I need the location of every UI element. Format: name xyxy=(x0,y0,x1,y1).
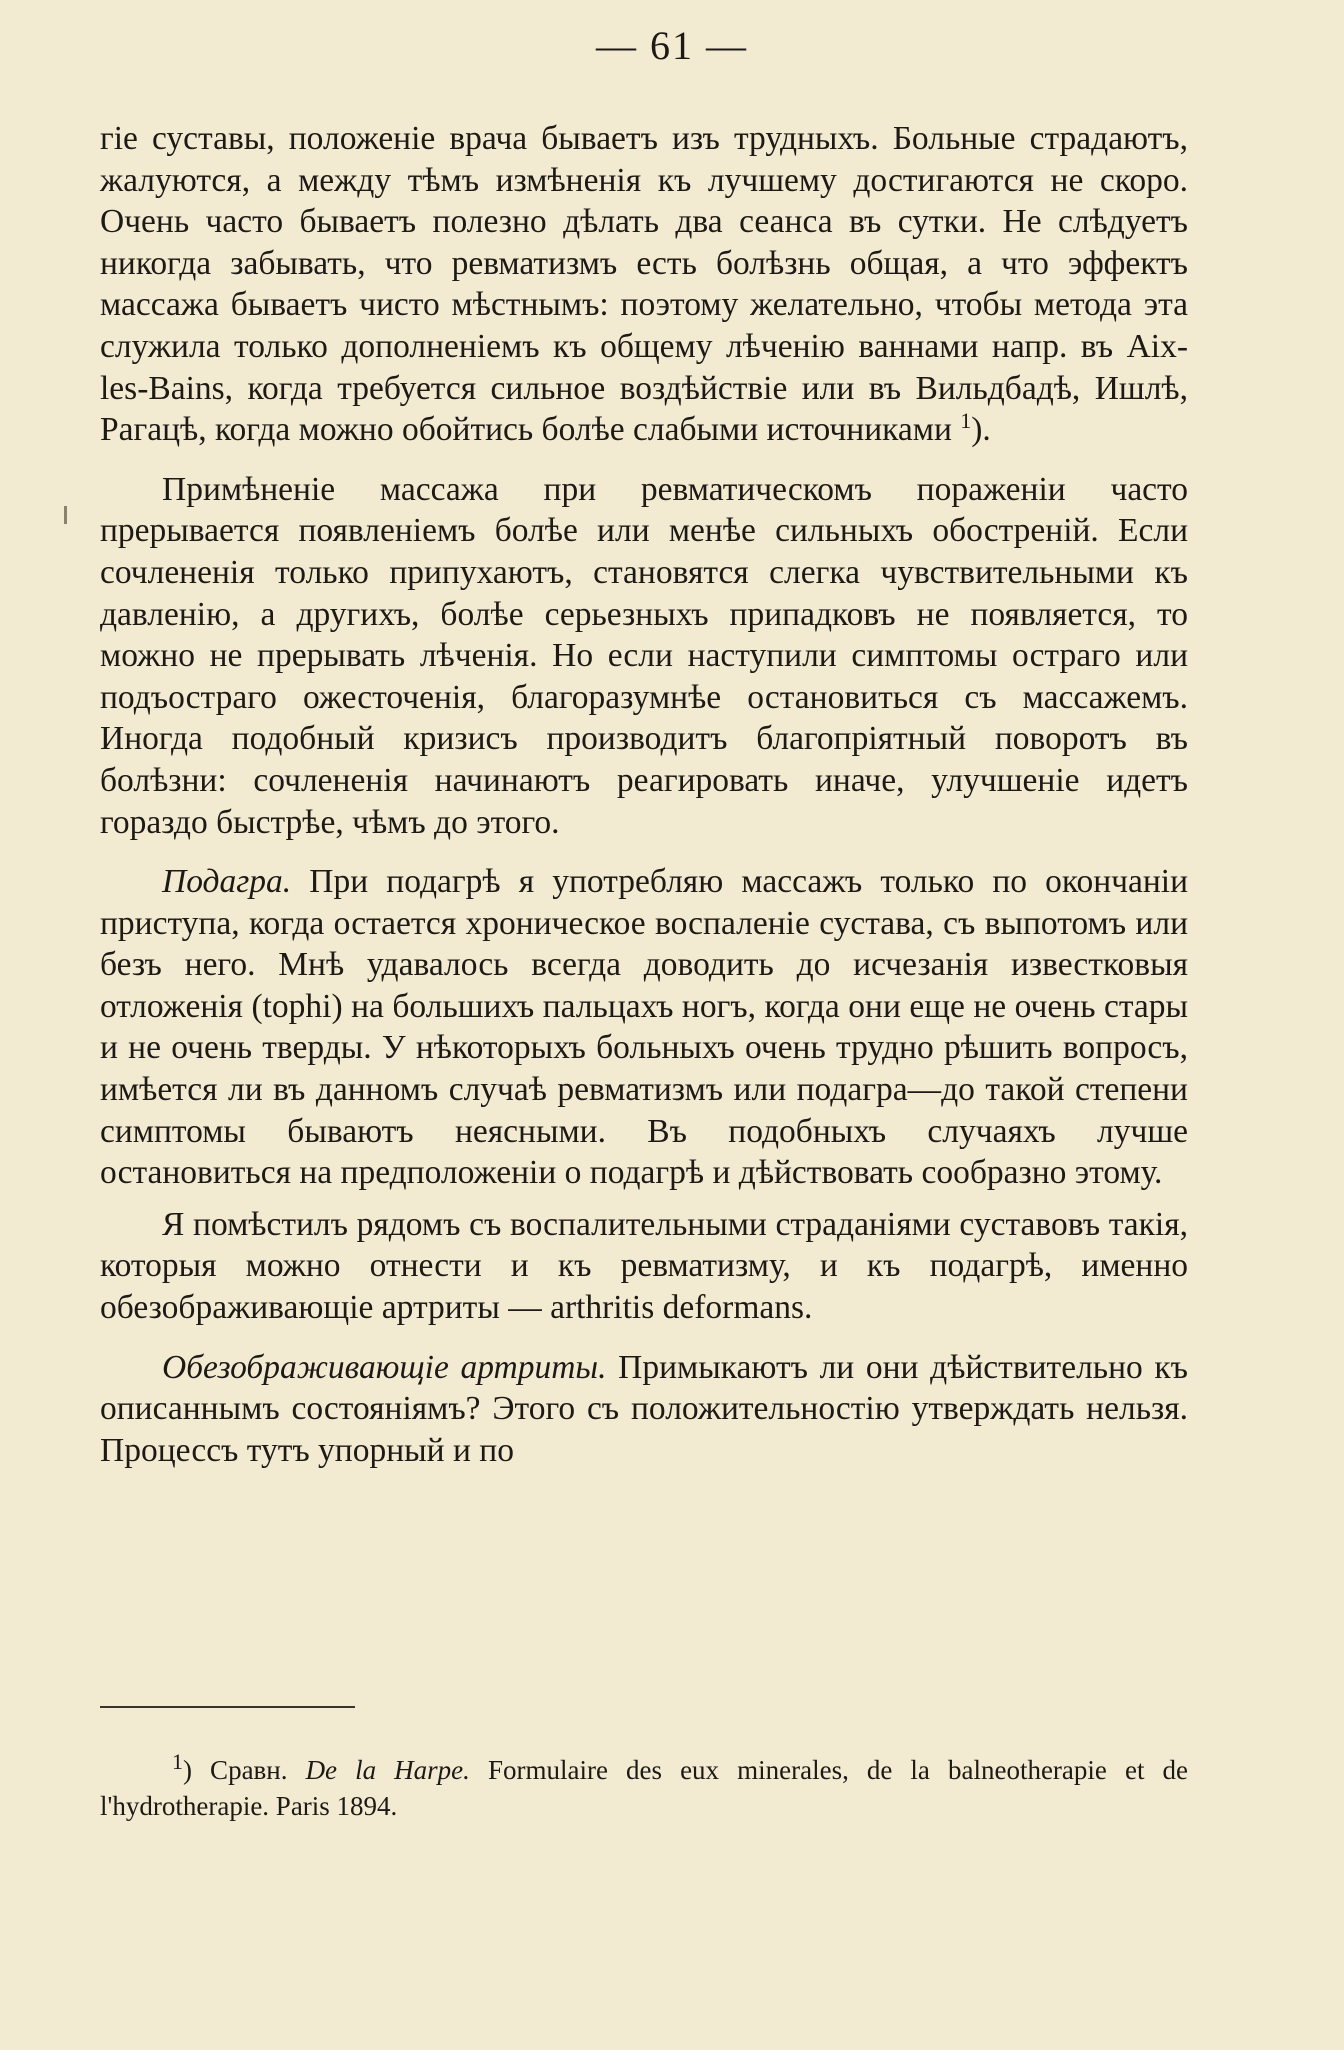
body-text xyxy=(100,118,1188,1471)
paragraph-3-text: При подагрѣ я употребляю массажъ только по окончаніи приступа, когда остается хроническое воспаленіе сустава, съ выпотомъ или безъ него. Мнѣ удавалось всегда доводить до исчезанія известковыя отложенія (tophi) на большихъ пальцахъ ногъ, когда они еще не очень стары и не очень тверды. У нѣкоторыхъ больныхъ очень трудно рѣшить вопросъ, имѣется ли въ данномъ случаѣ ревматизмъ или подагра—до такой степени симптомы бываютъ неясными. Въ подобныхъ случаяхъ лучше остановиться на предположеніи о подагрѣ и дѣйствовать сообразно этому. xyxy=(100,863,1188,1192)
footnote-reference[interactable]: 1 xyxy=(960,408,972,433)
paragraph-1 xyxy=(100,118,1188,451)
paragraph-1-text: гіе суставы, положеніе врача бываетъ изъ трудныхъ. Больные страдаютъ, жалуются, а между тѣмъ измѣненія къ лучшему достигаются не скоро. Очень часто бываетъ полезно дѣлать два сеанса въ сутки. Не слѣдуетъ никогда забывать, что ревматизмъ есть болѣзнь общая, а что эффектъ массажа бываетъ чисто мѣстнымъ: поэтому желательно, чтобы метода эта служила только дополненіемъ къ общему лѣченію ваннами напр. въ Aix-les-Bains, когда требуется сильное воздѣйствіе или въ Вильдбадѣ, Ишлѣ, Рагацѣ, когда можно обойтись болѣе слабыми источниками xyxy=(100,120,1188,449)
paragraph-5-text: Примыкаютъ ли они дѣйствительно къ описаннымъ состояніямъ? Этого съ положительностію утверждать нельзя. Процессъ тутъ упорный и по xyxy=(100,1348,1189,1469)
paragraph-3 xyxy=(100,861,1188,1194)
footnote-author: De la Harpe. xyxy=(305,1755,470,1785)
footnote-text: Formulaire des eux minerales, de la balneotherapie et de l'hydrotherapie. Paris 1894. xyxy=(100,1755,1188,1821)
paragraph-1-end: ). xyxy=(971,411,991,449)
paragraph-4: Я помѣстилъ рядомъ съ воспалительными страданіями суставовъ такія, которыя можно отнести и къ ревматизму, и къ подагрѣ, именно обезображивающіе артриты — arthritis deformans. xyxy=(100,1205,1188,1327)
gout-heading: Подагра. xyxy=(162,863,292,901)
margin-mark xyxy=(64,506,67,524)
deforming-arthritis-heading: Обезображивающіе артриты. xyxy=(162,1348,607,1386)
footnote xyxy=(100,1749,1188,1824)
paragraph-2: Примѣненіе массажа при ревматическомъ пораженіи часто прерывается появленіемъ болѣе или менѣе сильныхъ обостреній. Если сочлененія только припухаютъ, становятся слегка чувствительными къ давленію, а другихъ, болѣе серьезныхъ припадковъ не появляется, то можно не прерывать лѣченія. Но если наступили симптомы остраго или подъостраго ожесточенія, благоразумнѣе остановиться съ массажемъ. Иногда подобный кризисъ производитъ благопріятный поворотъ въ болѣзни: сочлененія начинаютъ реагировать иначе, улучшеніе идетъ гораздо быстрѣе, чѣмъ до этого. xyxy=(100,470,1188,841)
footnote-divider xyxy=(100,1706,355,1708)
page-number: — 61 — xyxy=(596,23,748,68)
footnote-prefix: ) Сравн. xyxy=(183,1755,288,1785)
paragraph-5 xyxy=(100,1347,1188,1472)
footnote-marker: 1 xyxy=(172,1749,183,1774)
